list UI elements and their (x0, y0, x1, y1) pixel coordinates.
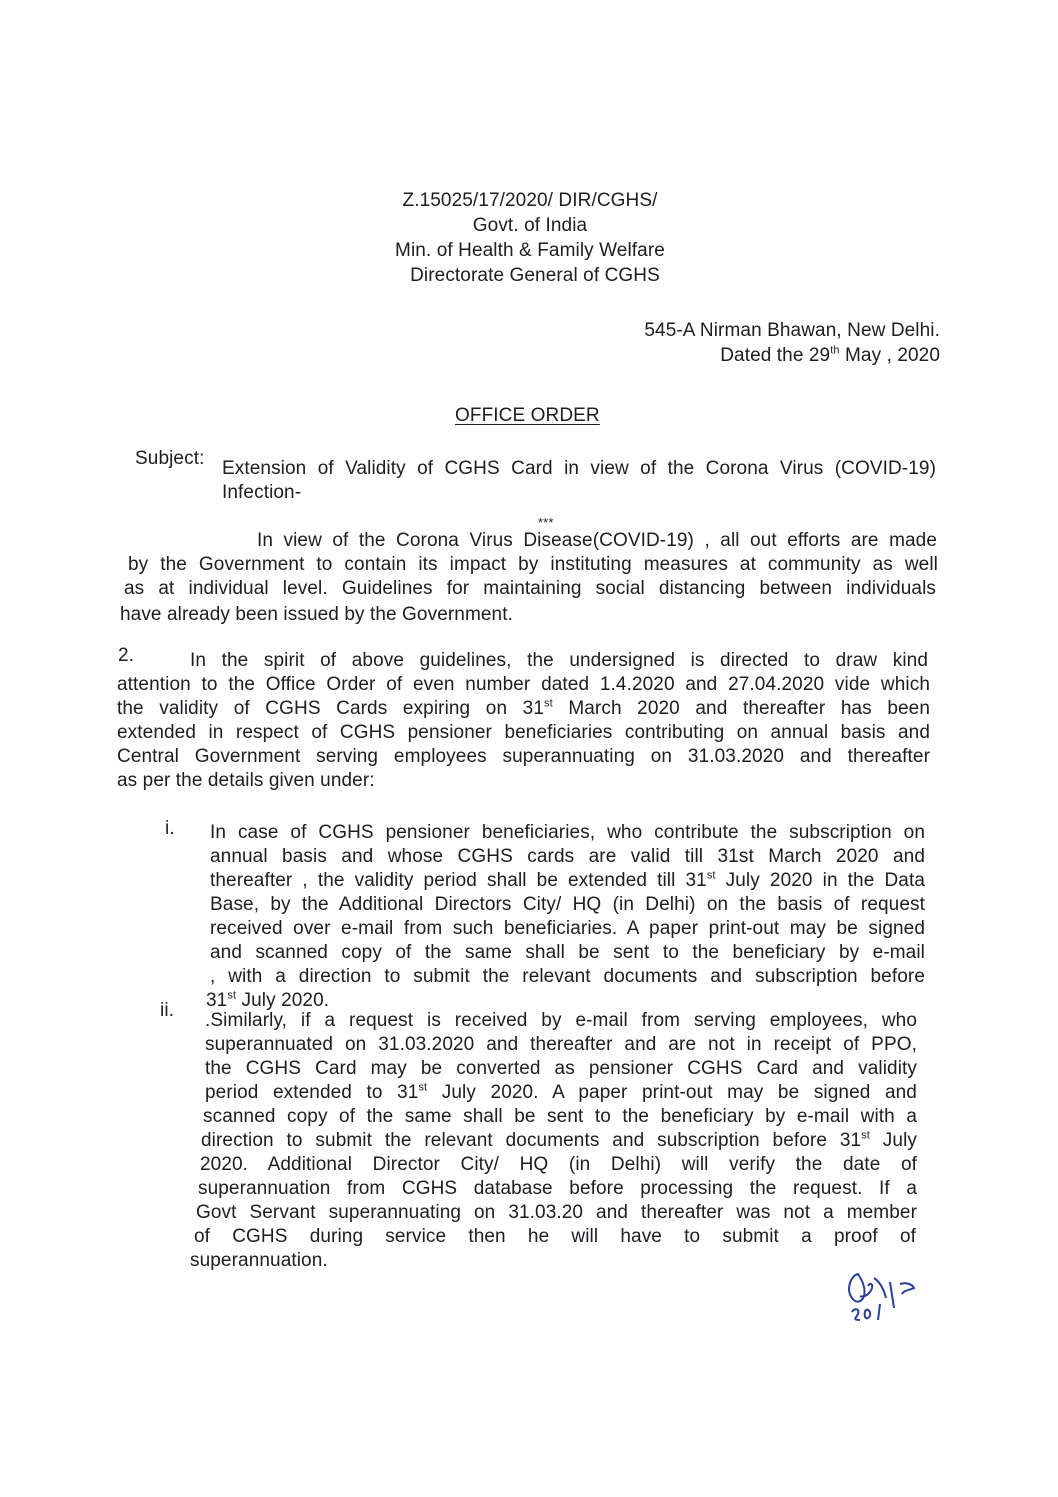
item-2-line-6-sup: st (861, 1129, 870, 1142)
subject-label: Subject: (135, 448, 205, 469)
item-1-line-5: received over e-mail from such beneficiaries. A paper print-out may be signed (210, 918, 925, 939)
para2-line-6: as per the details given under: (117, 770, 375, 791)
address-line: 545-A Nirman Bhawan, New Delhi. (644, 320, 940, 341)
item-1-line-8b: July 2020. (241, 990, 330, 1011)
para2-line-4: extended in respect of CGHS pensioner beneficiaries contributing on annual basis and (117, 722, 930, 743)
item-2-line-10: of CGHS during service then he will have to submit a proof of (194, 1226, 916, 1247)
item-2-line-6 (201, 1130, 917, 1152)
para2-line-2: attention to the Office Order of even number dated 1.4.2020 and 27.04.2020 vide which (117, 674, 930, 695)
item-2-line-6b: July (882, 1130, 917, 1151)
date-suffix: th (830, 344, 840, 357)
para1-line-4: have already been issued by the Government. (120, 604, 513, 625)
item-1-line-6: and scanned copy of the same shall be sent to the beneficiary by e-mail (210, 942, 925, 963)
para2-number: 2. (118, 645, 135, 666)
directorate-line: Directorate General of CGHS (410, 265, 660, 286)
item-2-line-3: the CGHS Card may be converted as pensioner CGHS Card and validity (205, 1058, 917, 1079)
para2-line-3-sup: st (544, 697, 553, 710)
para2-line-5: Central Government serving employees superannuating on 31.03.2020 and thereafter (117, 746, 930, 767)
item-2-line-11: superannuation. (190, 1250, 328, 1271)
item-1-marker: i. (165, 818, 175, 839)
govt-line: Govt. of India (472, 215, 588, 236)
para2-line-3a: the validity of CGHS Cards expiring on 31 (117, 698, 544, 719)
item-2-line-4 (205, 1082, 917, 1104)
item-1-line-3 (210, 870, 925, 892)
item-1-line-3b: July 2020 in the Data (725, 870, 925, 891)
file-number: Z.15025/17/2020/ DIR/CGHS/ (402, 190, 658, 211)
item-2-line-4b: July 2020. A paper print-out may be signed and (441, 1082, 917, 1103)
item-1-line-8-sup: st (227, 989, 237, 1002)
subject-line-2: Infection- (222, 482, 302, 503)
para2-line-3b: March 2020 and thereafter has been (568, 698, 930, 719)
signature-initials (840, 1268, 930, 1328)
item-1-line-7: , with a direction to submit the relevant documents and subscription before (210, 966, 925, 987)
item-1-line-1: In case of CGHS pensioner beneficiaries, who contribute the subscription on (210, 822, 925, 843)
separator: *** (538, 515, 554, 530)
item-2-line-7: 2020. Additional Director City/ HQ (in Delhi) will verify the date of (200, 1154, 917, 1175)
item-2-line-9: Govt Servant superannuating on 31.03.20 and thereafter was not a member (196, 1202, 917, 1223)
item-2-line-2: superannuated on 31.03.2020 and thereafter and are not in receipt of PPO, (205, 1034, 917, 1055)
para2-line-3 (117, 698, 930, 720)
item-2-line-1: .Similarly, if a request is received by e-mail from serving employees, who (205, 1010, 917, 1031)
item-1-line-8a: 31 (206, 990, 228, 1011)
date-month-year: May , 2020 (845, 345, 940, 366)
para2-line-1: In the spirit of above guidelines, the undersigned is directed to draw kind (190, 650, 928, 671)
para1-line-2: by the Government to contain its impact by instituting measures at community as well (128, 554, 938, 575)
subject-line-1: Extension of Validity of CGHS Card in view of the Corona Virus (COVID-19) (222, 458, 936, 479)
item-2-marker: ii. (160, 1000, 175, 1021)
item-1-line-3a: thereafter , the validity period shall be extended till 31 (210, 870, 707, 891)
date-prefix: Dated the (720, 345, 804, 366)
ministry-line: Min. of Health & Family Welfare (395, 240, 665, 261)
item-1-line-2: annual basis and whose CGHS cards are valid till 31st March 2020 and (210, 846, 925, 867)
item-2-line-4-sup: st (418, 1081, 428, 1094)
date-day: 29 (808, 345, 831, 366)
office-order-title: OFFICE ORDER (455, 405, 600, 426)
date-line (560, 345, 940, 367)
item-2-line-6a: direction to submit the relevant documents and subscription before 31 (201, 1130, 862, 1151)
item-2-line-8: superannuation from CGHS database before processing the request. If a (198, 1178, 917, 1199)
para1-line-1: In view of the Corona Virus Disease(COVID-19) , all out efforts are made (257, 530, 937, 551)
item-2-line-4a: period extended to 31 (205, 1082, 419, 1103)
item-1-line-3-sup: st (706, 869, 716, 882)
item-1-line-8 (206, 990, 329, 1012)
para1-line-3: as at individual level. Guidelines for maintaining social distancing between individuals (124, 578, 936, 599)
item-2-line-5: scanned copy of the same shall be sent to the beneficiary by e-mail with a (203, 1106, 917, 1127)
item-1-line-4: Base, by the Additional Directors City/ HQ (in Delhi) on the basis of request (210, 894, 925, 915)
